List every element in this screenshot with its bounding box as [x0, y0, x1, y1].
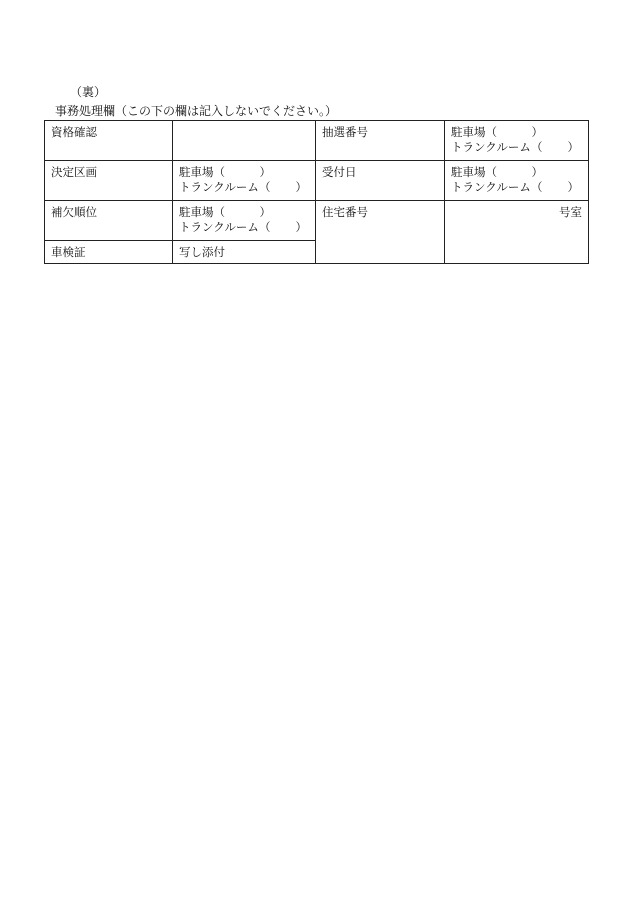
decision-trunk-slot — [179, 180, 307, 195]
paren-open: （ — [258, 180, 271, 194]
lottery-number-label: 抽選番号 — [316, 121, 445, 161]
paren-open: （ — [258, 220, 271, 234]
lottery-number-cell — [445, 121, 589, 161]
paren-open: （ — [213, 165, 225, 179]
parking-label: 駐車場 — [179, 205, 214, 219]
vehicle-inspection-value: 写し添付 — [173, 241, 316, 264]
paren-close: ） — [259, 205, 271, 219]
paren-close: ） — [531, 165, 543, 179]
paren-close: ） — [567, 180, 579, 194]
paren-open: （ — [485, 125, 497, 139]
paren-close: ） — [295, 180, 307, 194]
table-row-qualification — [45, 121, 589, 161]
page-heading: （裏） — [70, 85, 107, 99]
parking-label: 駐車場 — [451, 125, 486, 139]
decision-parking-slot — [179, 165, 271, 180]
receipt-date-cell — [445, 161, 589, 201]
lottery-parking-slot — [451, 125, 543, 140]
vehicle-inspection-label: 車検証 — [45, 241, 173, 264]
paren-close: ） — [295, 220, 307, 234]
paren-close: ） — [259, 165, 271, 179]
parking-label: 駐車場 — [179, 165, 214, 179]
trunk-room-label: トランクルーム — [179, 220, 259, 234]
trunk-room-label: トランクルーム — [451, 180, 531, 194]
decision-section-label: 決定区画 — [45, 161, 173, 201]
paren-open: （ — [530, 140, 543, 154]
section-caption: 事務処理欄（この下の欄は記入しないでください。） — [55, 104, 338, 118]
receipt-date-label: 受付日 — [316, 161, 445, 201]
waitlist-trunk-slot — [179, 220, 307, 235]
paren-open: （ — [213, 205, 225, 219]
trunk-room-label: トランクルーム — [451, 140, 531, 154]
paren-open: （ — [530, 180, 543, 194]
office-use-table — [44, 120, 589, 264]
lottery-trunk-slot — [451, 140, 579, 155]
housing-number-cell — [445, 201, 589, 264]
table-row-decision — [45, 161, 589, 201]
paren-close: ） — [531, 125, 543, 139]
parking-label: 駐車場 — [451, 165, 486, 179]
table-row-waitlist — [45, 201, 589, 241]
qualification-value — [173, 121, 316, 161]
qualification-label: 資格確認 — [45, 121, 173, 161]
trunk-room-label: トランクルーム — [179, 180, 259, 194]
paren-open: （ — [485, 165, 497, 179]
waitlist-rank-label: 補欠順位 — [45, 201, 173, 241]
room-suffix: 号室 — [559, 205, 582, 219]
housing-number-label: 住宅番号 — [316, 201, 445, 264]
paren-close: ） — [567, 140, 579, 154]
decision-section-cell — [173, 161, 316, 201]
waitlist-parking-slot — [179, 205, 271, 220]
waitlist-rank-cell — [173, 201, 316, 241]
receipt-parking-slot — [451, 165, 543, 180]
receipt-trunk-slot — [451, 180, 579, 195]
